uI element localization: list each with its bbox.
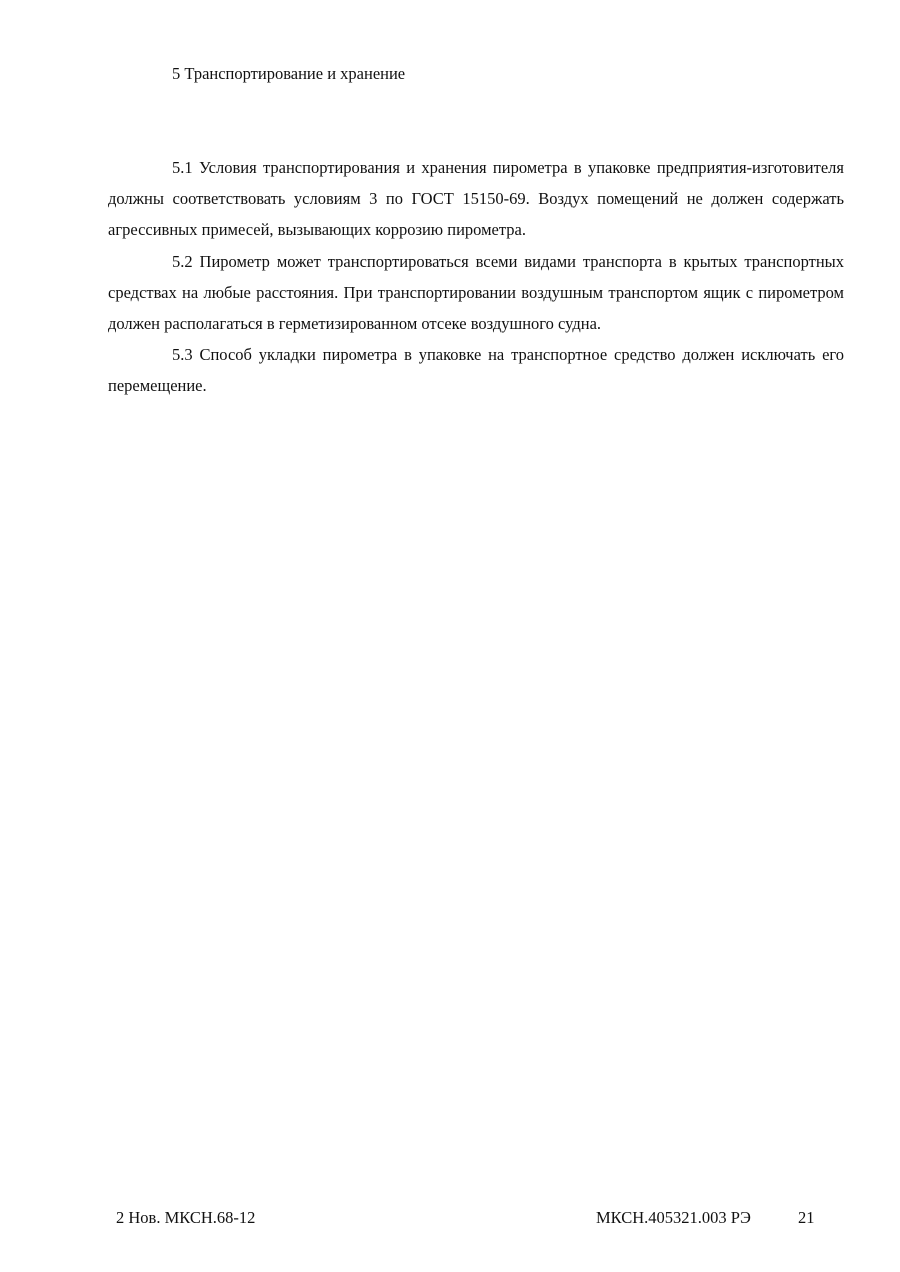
paragraph-5-3: 5.3 Способ укладки пирометра в упаковке на транспортное средство должен исключать его перемещение. — [108, 345, 844, 396]
footer-page-number: 21 — [798, 1208, 815, 1227]
paragraph-5-1: 5.1 Условия транспортирования и хранения пирометра в упаковке предприятия-изготовителя должны соответствовать условиям 3 по ГОСТ 15150-69. Воздух помещений не должен содержать агрессивных примесей, вызывающих коррозию пирометра. — [108, 158, 844, 240]
section-heading: 5 Транспортирование и хранение — [172, 64, 406, 83]
section-body — [108, 152, 844, 402]
footer-revision: 2 Нов. МКСН.68-12 — [116, 1208, 256, 1227]
paragraph-5-2: 5.2 Пирометр может транспортироваться всеми видами транспорта в крытых транспортных средствах на любые расстояния. При транспортировании воздушным транспортом ящик с пирометром должен располагаться в герметизированном отсеке воздушного судна. — [108, 251, 844, 334]
footer-document-code: МКСН.405321.003 РЭ — [596, 1208, 751, 1227]
